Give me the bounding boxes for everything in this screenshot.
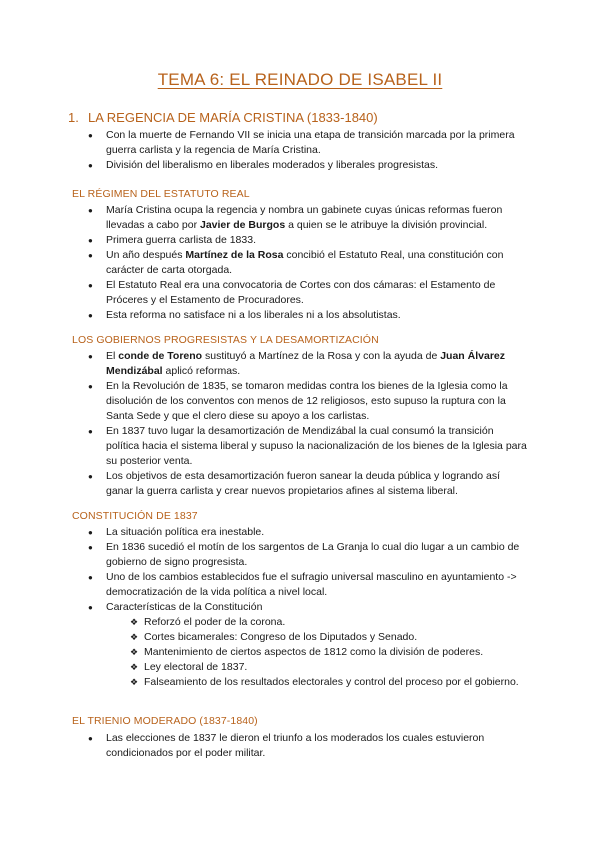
list-item: ● Características de la Constitución: [88, 600, 528, 615]
list-item: ● Esta reforma no satisface ni a los liberales ni a los absolutistas.: [88, 308, 528, 323]
sublist-item: ❖ Falseamiento de los resultados electorales y control del proceso por el gobierno.: [130, 675, 530, 690]
list-item: ● División del liberalismo en liberales moderados y liberales progresistas.: [88, 158, 528, 173]
sublist-item: ❖ Cortes bicamerales: Congreso de los Diputados y Senado.: [130, 630, 530, 645]
constitucion-list: [88, 525, 528, 615]
list-item: ● En la Revolución de 1835, se tomaron medidas contra los bienes de la Iglesia como la disolución de los conventos con menos de 12 religiosos, esto supuso la ruptura con la Santa Sede y que el clero diese su apoyo a los carlistas.: [88, 379, 528, 424]
regencia-list: [88, 128, 528, 173]
list-item: ● Primera guerra carlista de 1833.: [88, 233, 528, 248]
subheading-constitucion: CONSTITUCIÓN DE 1837: [72, 510, 198, 522]
list-item: ● La situación política era inestable.: [88, 525, 528, 540]
list-item: ● Las elecciones de 1837 le dieron el triunfo a los moderados los cuales estuvieron condicionados por el poder militar.: [88, 731, 528, 761]
list-item: ● Con la muerte de Fernando VII se inicia una etapa de transición marcada por la primera guerra carlista y la regencia de María Cristina.: [88, 128, 528, 158]
caracteristicas-sublist: [130, 615, 530, 690]
page-title: TEMA 6: EL REINADO DE ISABEL II: [157, 70, 443, 89]
section-heading-regencia: [68, 110, 378, 125]
list-item: ● El conde de Toreno sustituyó a Martínez de la Rosa y con la ayuda de Juan Álvarez Mendizábal aplicó reformas.: [88, 349, 528, 379]
list-item: ● María Cristina ocupa la regencia y nombra un gabinete cuyas únicas reformas fueron llevadas a cabo por Javier de Burgos a quien se le atribuye la división provincial.: [88, 203, 528, 233]
sublist-item: ❖ Mantenimiento de ciertos aspectos de 1812 como la división de poderes.: [130, 645, 530, 660]
subheading-trienio: EL TRIENIO MODERADO (1837-1840): [72, 715, 258, 727]
list-item: ● Uno de los cambios establecidos fue el sufragio universal masculino en ayuntamiento -> democratización de la vida política a nivel local.: [88, 570, 528, 600]
bold-name: Martínez de la Rosa: [185, 249, 284, 261]
progresistas-list: [88, 349, 528, 499]
bold-name: Juan Álvarez Mendizábal: [106, 350, 505, 377]
section-number: 1.: [68, 110, 79, 125]
subheading-progresistas: LOS GOBIERNOS PROGRESISTAS Y LA DESAMORTIZACIÓN: [72, 334, 379, 346]
list-item: ● En 1836 sucedió el motín de los sargentos de La Granja lo cual dio lugar a un cambio de gobierno de signo progresista.: [88, 540, 528, 570]
bold-name: conde de Toreno: [118, 350, 203, 362]
subheading-estatuto: EL RÉGIMEN DEL ESTATUTO REAL: [72, 188, 250, 200]
bold-name: Javier de Burgos: [199, 219, 286, 231]
list-item: ● En 1837 tuvo lugar la desamortización de Mendizábal la cual consumó la transición política hacia el sistema liberal y supuso la nacionalización de los bienes de la Iglesia para su posterior venta.: [88, 424, 528, 469]
sublist-item: ❖ Ley electoral de 1837.: [130, 660, 530, 675]
section-title: LA REGENCIA DE MARÍA CRISTINA (1833-1840): [88, 110, 378, 125]
trienio-list: [88, 731, 528, 761]
list-item: ● El Estatuto Real era una convocatoria de Cortes con dos cámaras: el Estamento de Próceres y el Estamento de Procuradores.: [88, 278, 528, 308]
estatuto-list: [88, 203, 528, 323]
list-item: ● Un año después Martínez de la Rosa concibió el Estatuto Real, una constitución con carácter de carta otorgada.: [88, 248, 528, 278]
sublist-item: ❖ Reforzó el poder de la corona.: [130, 615, 530, 630]
list-item: ● Los objetivos de esta desamortización fueron sanear la deuda pública y logrando así ganar la guerra carlista y crear nuevos propietarios afines al sistema liberal.: [88, 469, 528, 499]
